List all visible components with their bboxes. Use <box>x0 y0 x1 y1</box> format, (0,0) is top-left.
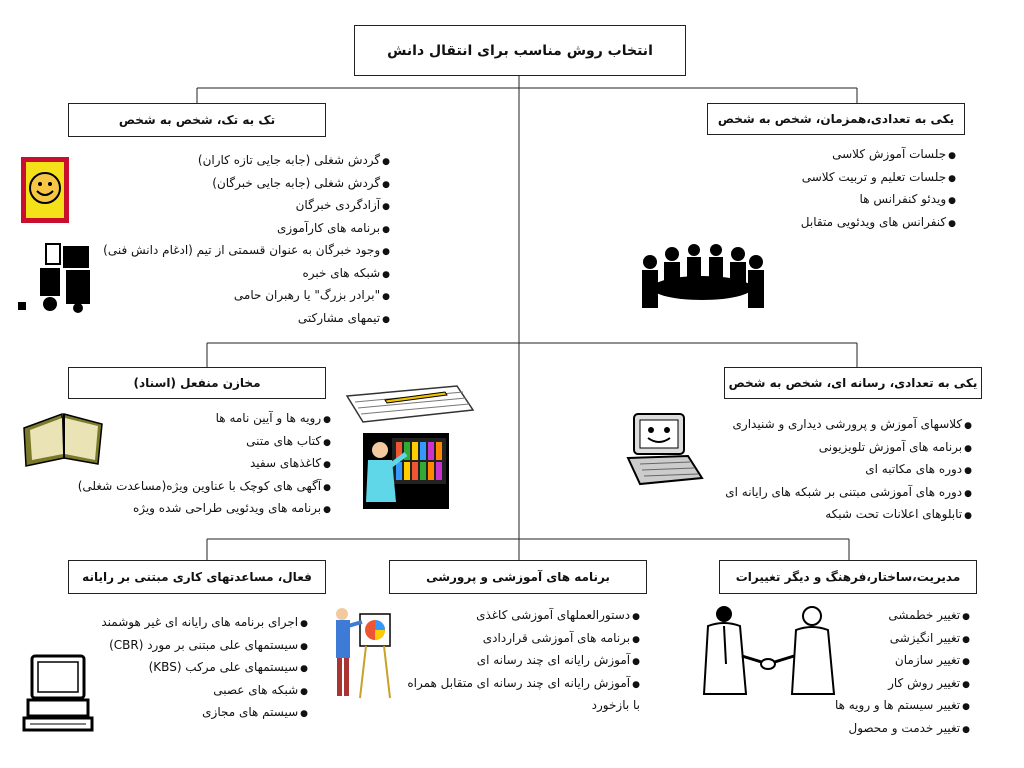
list-item: ● تیمهای مشارکتی <box>103 308 390 331</box>
list-item: ● تابلوهای اعلانات تحت شبکه <box>725 504 972 527</box>
list-item: ● "برادر بزرگ" یا رهبران حامی <box>103 285 390 308</box>
list-item: ● کنفرانس های ویدئویی متقابل <box>801 212 956 235</box>
list-item: ● تغییر سازمان <box>835 650 970 673</box>
list-item: ● سیستمهای علی مرکب (KBS) <box>101 657 308 680</box>
list-one-to-many-media <box>725 414 972 527</box>
list-active-computer <box>101 612 308 725</box>
list-item: ● رویه ها و آیین نامه ها <box>78 408 331 431</box>
list-item: ● آموزش رایانه ای چند رسانه ای متقابل همراه با بازخورد <box>400 673 640 716</box>
list-item: ● ویدئو کنفرانس ها <box>801 189 956 212</box>
list-item: ● برنامه های ویدئویی طراحی شده ویژه <box>78 498 331 521</box>
list-item: ● دستورالعملهای آموزشی کاغذی <box>400 605 640 628</box>
list-item: ● اجرای برنامه های رایانه ای غیر هوشمند <box>101 612 308 635</box>
list-item: ● تغییر خدمت و محصول <box>835 718 970 741</box>
list-item: ● کلاسهای آموزش و پرورشی دیداری و شنیداری <box>725 414 972 437</box>
branch-one-to-many-sync-title: یکی به تعدادی،همزمان، شخص به شخص <box>707 103 965 135</box>
list-item: ● شبکه های عصبی <box>101 680 308 703</box>
list-item: ● گردش شغلی (جابه جایی خبرگان) <box>103 173 390 196</box>
list-item: ● کاغذهای سفید <box>78 453 331 476</box>
list-item: ● برنامه های کارآموزی <box>103 218 390 241</box>
handshake-icon <box>694 604 844 696</box>
branch-one-to-many-media-title: یکی به تعدادی، رسانه ای، شخص به شخص <box>724 367 982 399</box>
branch-management-title: مدیریت،ساختار،فرهنگ و دیگر تغییرات <box>719 560 977 594</box>
branch-training-title: برنامه های آموزشی و پرورشی <box>389 560 647 594</box>
smiling-laptop-icon <box>618 408 706 488</box>
teacher-board-icon <box>362 432 450 510</box>
list-item: ● آزادگردی خبرگان <box>103 195 390 218</box>
list-item: ● تغییر روش کار <box>835 673 970 696</box>
list-item: ● سیستمهای علی مبتنی بر مورد (CBR) <box>101 635 308 658</box>
list-one-to-one <box>103 150 390 330</box>
office-worker-icon <box>18 242 93 314</box>
list-item: ● گردش شغلی (جابه جایی تازه کاران) <box>103 150 390 173</box>
branch-passive-repos-title: مخازن منفعل (اسناد) <box>68 367 326 399</box>
list-item: ● آموزش رایانه ای چند رسانه ای <box>400 650 640 673</box>
branch-active-computer-title: فعال، مساعدتهای کاری مبتنی بر رایانه <box>68 560 326 594</box>
list-item: ● تغییر سیستم ها و رویه ها <box>835 695 970 718</box>
list-training <box>400 605 640 716</box>
list-item: ● جلسات تعلیم و تربیت کلاسی <box>801 167 956 190</box>
list-item: ● برنامه های آموزشی قراردادی <box>400 628 640 651</box>
list-item: ● برنامه های آموزش تلویزیونی <box>725 437 972 460</box>
meeting-people-icon <box>632 232 770 310</box>
list-item: ● دوره های آموزشی مبتنی بر شبکه های رایانه ای <box>725 482 972 505</box>
branch-one-to-one-title: تک به تک، شخص به شخص <box>68 103 326 137</box>
list-item: ● آگهی های کوچک با عناوین ویژه(مساعدت شغلی) <box>78 476 331 499</box>
list-passive-repos <box>78 408 331 521</box>
notepad-pencil-icon <box>345 382 475 424</box>
list-one-to-many-sync <box>801 144 956 234</box>
list-item: ● تغییر خطمشی <box>835 605 970 628</box>
list-management <box>835 605 970 740</box>
root-node-title: انتخاب روش مناسب برای انتقال دانش <box>354 25 686 76</box>
list-item: ● سیستم های مجازی <box>101 702 308 725</box>
smiley-note-icon <box>20 156 70 224</box>
list-item: ● شبکه های خبره <box>103 263 390 286</box>
open-book-icon <box>18 408 108 468</box>
list-item: ● تغییر انگیزشی <box>835 628 970 651</box>
list-item: ● جلسات آموزش کلاسی <box>801 144 956 167</box>
list-item: ● کتاب های متنی <box>78 431 331 454</box>
list-item: ● وجود خبرگان به عنوان قسمتی از تیم (ادغام دانش فنی) <box>103 240 390 263</box>
list-item: ● دوره های مکاتبه ای <box>725 459 972 482</box>
computer-icon <box>22 652 94 734</box>
presenter-easel-icon <box>330 604 394 700</box>
